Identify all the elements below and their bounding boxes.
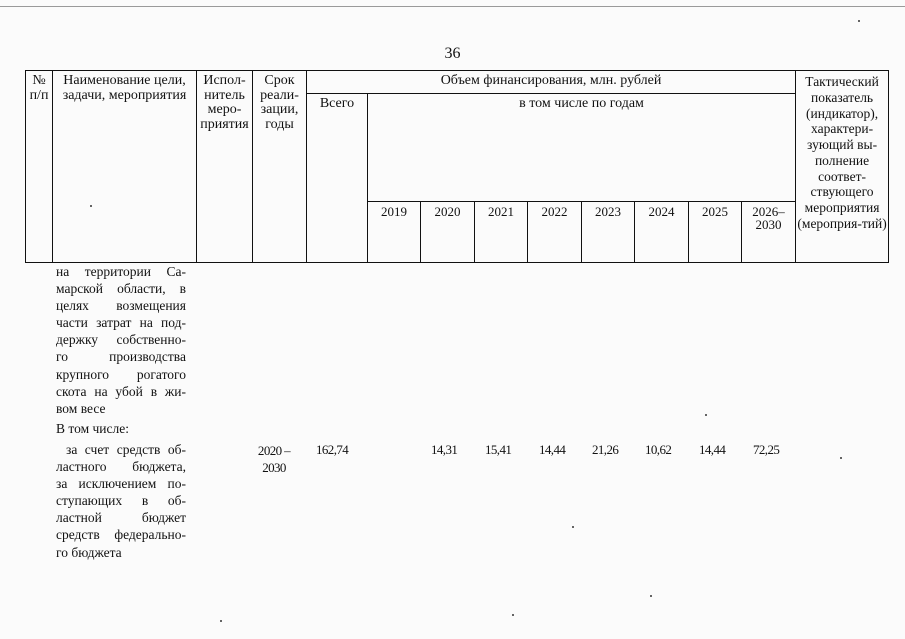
header-col-executor: Испол-нитель меро-приятия xyxy=(197,71,253,263)
text-line: ластной бюджет xyxy=(56,510,186,526)
header-col-term: Срок реали-зации, годы xyxy=(253,71,307,263)
text-line: ступающих в об- xyxy=(56,493,186,509)
header-year-2021: 2021 xyxy=(475,201,528,262)
scan-speck xyxy=(840,457,842,459)
scan-speck xyxy=(858,20,860,22)
header-col-funding: Объем финансирования, млн. рублей xyxy=(307,71,796,94)
row-2020: 14,31 xyxy=(431,442,458,457)
header-col-total: Всего xyxy=(307,94,368,263)
text-line: за счет средств об- xyxy=(66,442,186,457)
page-number: 36 xyxy=(444,45,461,62)
row-2025: 14,44 xyxy=(699,442,726,457)
scan-edge-line xyxy=(0,6,905,7)
text-line: вом весе xyxy=(56,400,106,416)
header-year-2026-2030: 2026–2030 xyxy=(742,201,796,262)
header-col-name: Наименование цели, задачи, мероприятия xyxy=(53,71,197,263)
header-col-indicator: Тактический показатель (индикатор), характери-зующий вы-полнение соответ-ствующего мероприятия (мероприя-тий) xyxy=(796,71,889,263)
continuation-text xyxy=(56,263,186,417)
scan-speck xyxy=(512,614,514,616)
header-year-2022: 2022 xyxy=(528,201,582,262)
scan-speck xyxy=(90,205,92,207)
text-line: го бюджета xyxy=(56,544,122,560)
scan-speck xyxy=(572,526,574,528)
row-2023: 21,26 xyxy=(592,442,619,457)
header-col-by-years: в том числе по годам xyxy=(368,94,796,202)
header-year-2020: 2020 xyxy=(421,201,475,262)
financing-table-header xyxy=(25,70,889,263)
text-line: крупного рогатого xyxy=(56,366,186,382)
text-line: на территории Са- xyxy=(56,264,186,279)
row-name xyxy=(56,441,186,561)
text-line: го производства xyxy=(56,349,186,365)
text-line: марской области, в xyxy=(56,281,186,297)
row-2022: 14,44 xyxy=(539,442,566,457)
text-line: целях возмещения xyxy=(56,298,186,314)
header-year-2019: 2019 xyxy=(368,201,421,262)
row-2024: 10,62 xyxy=(645,442,672,457)
row-2021: 15,41 xyxy=(485,442,512,457)
text-line: ластного бюджета, xyxy=(56,459,186,475)
header-col-number: № п/п xyxy=(26,71,53,263)
text-line: скота на убой в жи- xyxy=(56,383,186,399)
scan-speck xyxy=(220,620,222,622)
row-2026-2030: 72,25 xyxy=(753,442,780,457)
header-year-2024: 2024 xyxy=(635,201,689,262)
scan-speck xyxy=(705,414,707,416)
header-year-2025: 2025 xyxy=(689,201,742,262)
header-year-2023: 2023 xyxy=(582,201,635,262)
text-line: держку собственно- xyxy=(56,332,186,348)
text-line: средств федерально- xyxy=(56,527,186,543)
text-line: части затрат на под- xyxy=(56,315,186,331)
row-term: 2020 – 2030 xyxy=(257,443,291,475)
subheading: В том числе: xyxy=(56,421,129,436)
row-total: 162,74 xyxy=(316,442,349,457)
scan-speck xyxy=(650,595,652,597)
text-line: за исключением по- xyxy=(56,476,186,492)
